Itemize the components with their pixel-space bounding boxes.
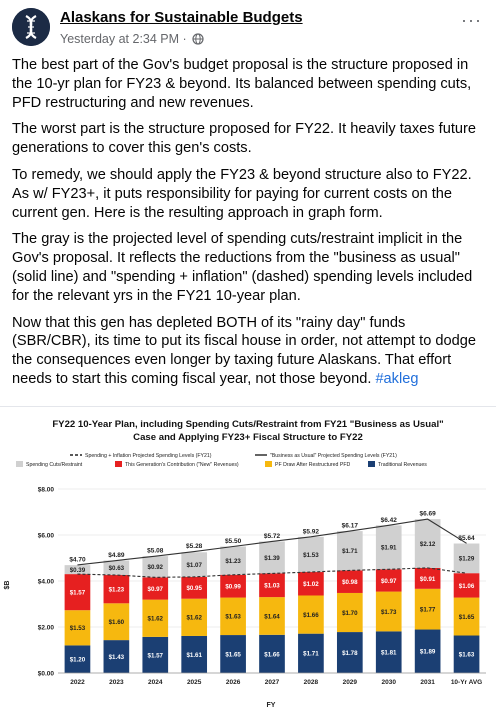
data-label: $1.29 bbox=[458, 555, 475, 563]
data-label: $1.57 bbox=[147, 652, 164, 660]
data-label: $1.70 bbox=[342, 609, 358, 617]
y-tick-label: $6.00 bbox=[37, 532, 54, 540]
data-label: $0.91 bbox=[419, 575, 436, 583]
post-paragraph: The best part of the Gov's budget proposal is the structure proposed in the 10-yr plan for FY23 & beyond. Its balanced between spending cuts, PFD restructuring and new revenues. bbox=[12, 57, 472, 111]
data-label: $1.65 bbox=[225, 651, 241, 659]
post-paragraph-last bbox=[12, 314, 486, 389]
total-label: $6.17 bbox=[341, 522, 358, 530]
data-label: $1.91 bbox=[380, 544, 397, 552]
y-tick-label: $0.00 bbox=[37, 670, 54, 678]
x-axis-label: FY bbox=[266, 702, 276, 709]
data-label: $1.61 bbox=[186, 651, 202, 659]
data-label: $0.39 bbox=[69, 567, 86, 575]
data-label: $1.66 bbox=[303, 611, 319, 619]
data-label: $1.39 bbox=[264, 554, 280, 562]
data-label: $1.63 bbox=[458, 651, 475, 659]
x-tick-label: 2025 bbox=[186, 679, 202, 686]
x-tick-label: 2027 bbox=[264, 679, 280, 686]
data-label: $0.98 bbox=[342, 579, 358, 587]
post-paragraph-text: Now that this gen has depleted BOTH of its "rainy day" funds (SBR/CBR), its time to put its fiscal house in order, not attempt to dodge the consequences even longer by taxing future Alaskans. That effort needs to start this coming fiscal year, not those beyond. bbox=[12, 314, 476, 387]
data-label: $1.07 bbox=[186, 561, 202, 569]
legend-label-pfd: PF Draw After Restructured PFD bbox=[275, 462, 351, 468]
data-label: $1.81 bbox=[380, 649, 397, 657]
data-label: $0.92 bbox=[147, 564, 164, 572]
total-label: $5.50 bbox=[224, 538, 242, 545]
x-tick-label: 10-Yr AVG bbox=[450, 679, 483, 686]
post-body bbox=[12, 56, 486, 397]
data-label: $1.77 bbox=[419, 606, 436, 614]
chart-title-line-2: Case and Applying FY23+ Fiscal Structure to FY22 bbox=[133, 432, 363, 443]
total-label: $5.72 bbox=[263, 532, 281, 540]
data-label: $1.78 bbox=[342, 649, 358, 657]
x-tick-label: 2024 bbox=[148, 679, 163, 686]
data-label: $1.60 bbox=[108, 619, 125, 627]
total-label: $4.89 bbox=[108, 552, 125, 560]
total-label: $6.42 bbox=[380, 516, 397, 524]
data-label: $0.99 bbox=[225, 583, 241, 591]
globe-icon bbox=[192, 33, 204, 45]
data-label: $1.73 bbox=[380, 608, 397, 616]
meta-separator: · bbox=[179, 32, 191, 46]
chart-image[interactable] bbox=[0, 406, 496, 715]
x-tick-label: 2026 bbox=[225, 679, 241, 686]
chart-title-line-1: FY22 10-Year Plan, including Spending Cuts/Restraint from FY21 "Business as Usual" bbox=[52, 419, 444, 430]
data-label: $0.95 bbox=[186, 585, 202, 593]
total-label: $5.92 bbox=[302, 528, 320, 536]
post-timestamp[interactable]: Yesterday at 2:34 PM bbox=[60, 32, 180, 46]
avatar[interactable] bbox=[12, 8, 50, 46]
post-paragraph: The gray is the projected level of spending cuts/restraint implicit in the Gov's proposal. It reflects the reductions from the "business as usual" (solid line) and "spending + inflation" (dashed) spending levels included for the relevant yrs in the FY21 10-year plan. bbox=[12, 231, 473, 304]
total-label: $5.64 bbox=[458, 534, 475, 542]
data-label: $1.62 bbox=[147, 615, 164, 623]
total-label: $5.08 bbox=[147, 547, 164, 555]
data-label: $1.62 bbox=[186, 614, 202, 622]
hashtag-link[interactable]: #akleg bbox=[375, 370, 419, 387]
data-label: $1.64 bbox=[264, 613, 280, 621]
data-label: $1.02 bbox=[303, 581, 319, 589]
y-tick-label: $8.00 bbox=[37, 486, 54, 494]
stacked-bar-chart bbox=[0, 407, 496, 715]
x-tick-label: 2030 bbox=[381, 679, 396, 686]
data-label: $1.03 bbox=[264, 582, 280, 590]
logo-icon bbox=[12, 8, 50, 46]
data-label: $1.43 bbox=[108, 653, 125, 661]
legend-line-label-2: "Business as Usual" Projected Spending Levels (FY21) bbox=[270, 453, 397, 459]
data-label: $0.97 bbox=[380, 577, 397, 585]
data-label: $1.57 bbox=[69, 589, 86, 597]
y-tick-label: $4.00 bbox=[37, 578, 54, 586]
x-tick-label: 2029 bbox=[342, 679, 358, 686]
post-paragraph: The worst part is the structure proposed for FY22. It heavily taxes future generations to cover this gen's costs. bbox=[12, 121, 476, 157]
data-label: $0.97 bbox=[147, 585, 164, 593]
data-label: $1.65 bbox=[458, 613, 475, 621]
y-axis-label: $B bbox=[4, 580, 11, 590]
legend-swatch-contribution bbox=[115, 461, 122, 467]
legend-label-traditional: Traditional Revenues bbox=[378, 462, 427, 468]
data-label: $1.20 bbox=[69, 656, 86, 664]
author-name[interactable]: Alaskans for Sustainable Budgets bbox=[60, 9, 303, 26]
x-tick-label: 2023 bbox=[109, 679, 124, 686]
data-label: $1.23 bbox=[225, 558, 241, 566]
x-tick-label: 2028 bbox=[303, 679, 319, 686]
data-label: $2.12 bbox=[419, 540, 436, 548]
total-label: $4.70 bbox=[69, 556, 86, 564]
total-label: $5.28 bbox=[186, 543, 203, 551]
data-label: $0.63 bbox=[108, 565, 125, 573]
legend-label-contribution: This Generation's Contribution ("New" Revenues) bbox=[125, 462, 239, 468]
legend-swatch-traditional bbox=[368, 461, 375, 467]
legend-label-cuts: Spending Cuts/Restraint bbox=[26, 462, 83, 468]
data-label: $1.53 bbox=[303, 551, 319, 559]
more-options-icon[interactable]: ··· bbox=[461, 10, 482, 30]
data-label: $1.23 bbox=[108, 586, 125, 594]
post-paragraph: To remedy, we should apply the FY23 & beyond structure also to FY22. As w/ FY23+, it puts responsibility for paying for current costs on the current gen. Here is the resulting approach in graph form. bbox=[12, 166, 472, 221]
post-meta bbox=[60, 32, 204, 46]
data-label: $1.06 bbox=[458, 582, 475, 590]
data-label: $1.71 bbox=[342, 548, 358, 556]
legend-swatch-cuts bbox=[16, 461, 23, 467]
legend-swatch-pfd bbox=[265, 461, 272, 467]
legend-line-label-1: Spending + Inflation Projected Spending Levels (FY21) bbox=[85, 453, 212, 459]
y-tick-label: $2.00 bbox=[37, 624, 54, 632]
data-label: $1.66 bbox=[264, 651, 280, 659]
data-label: $1.53 bbox=[69, 625, 86, 633]
data-label: $1.63 bbox=[225, 613, 241, 621]
x-tick-label: 2031 bbox=[420, 679, 435, 686]
total-label: $6.69 bbox=[419, 510, 436, 518]
x-tick-label: 2022 bbox=[70, 679, 85, 686]
data-label: $1.89 bbox=[419, 648, 436, 656]
data-label: $1.71 bbox=[303, 650, 319, 658]
